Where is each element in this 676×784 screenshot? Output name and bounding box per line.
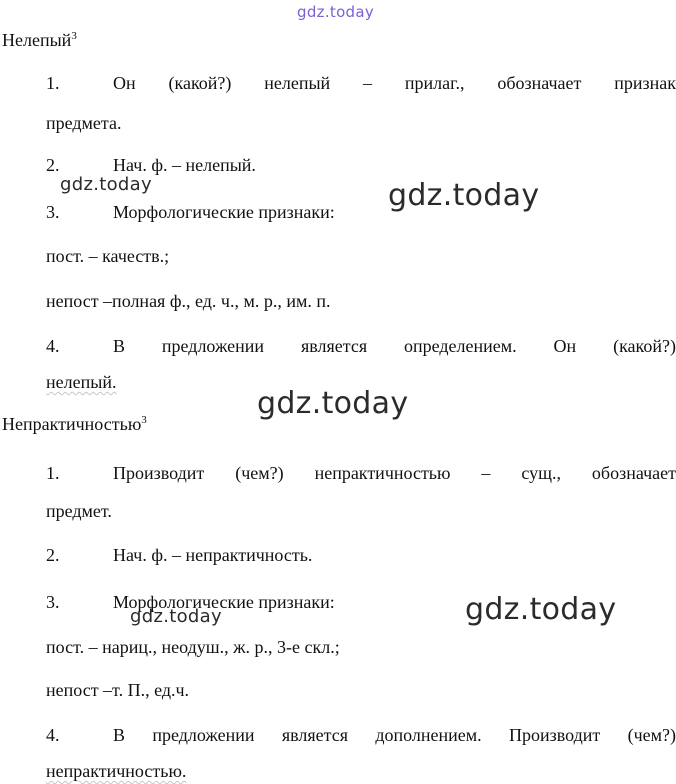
watermark: gdz.today xyxy=(60,174,152,195)
watermark: gdz.today xyxy=(465,592,617,627)
item-text-continuation: непрактичностью. xyxy=(46,761,187,781)
watermark: gdz.today xyxy=(257,386,409,421)
constant-features: пост. – качеств.; xyxy=(46,246,170,266)
item-text: Морфологические признаки: xyxy=(113,202,335,222)
item-text: В предложении является дополнением. Производит (чем?) xyxy=(113,725,676,745)
item-text-continuation: предмета. xyxy=(46,113,122,133)
constant-features: пост. – нариц., неодуш., ж. р., 3-е скл.; xyxy=(46,637,340,657)
variable-features: непост –полная ф., ед. ч., м. р., им. п. xyxy=(46,291,331,311)
item-number: 3. xyxy=(46,592,60,612)
item-number: 1. xyxy=(46,463,60,483)
item-number: 1. xyxy=(46,73,60,93)
item-number: 2. xyxy=(46,155,60,175)
item-text: Он (какой?) нелепый – прилаг., обозначает признак xyxy=(113,73,676,93)
watermark: gdz.today xyxy=(130,606,222,627)
item-text: Нач. ф. – непрактичность. xyxy=(113,545,313,565)
item-number: 4. xyxy=(46,725,60,745)
variable-features: непост –т. П., ед.ч. xyxy=(46,680,190,700)
watermark: gdz.today xyxy=(388,178,540,213)
item-number: 2. xyxy=(46,545,60,565)
watermark: gdz.today xyxy=(297,3,375,21)
item-text: Производит (чем?) непрактичностью – сущ., обозначает xyxy=(113,463,676,483)
item-text: Нач. ф. – нелепый. xyxy=(113,155,256,175)
item-number: 4. xyxy=(46,336,60,356)
section-heading: Непрактичностью$^3$ xyxy=(2,414,147,434)
item-text-continuation: нелепый. xyxy=(46,372,117,392)
item-text: Морфологические признаки: xyxy=(113,592,335,612)
item-text-continuation: предмет. xyxy=(46,501,112,521)
section-heading: Нелепый$^3$ xyxy=(2,30,77,50)
item-text: В предложении является определением. Он (какой?) xyxy=(113,336,676,356)
item-number: 3. xyxy=(46,202,60,222)
